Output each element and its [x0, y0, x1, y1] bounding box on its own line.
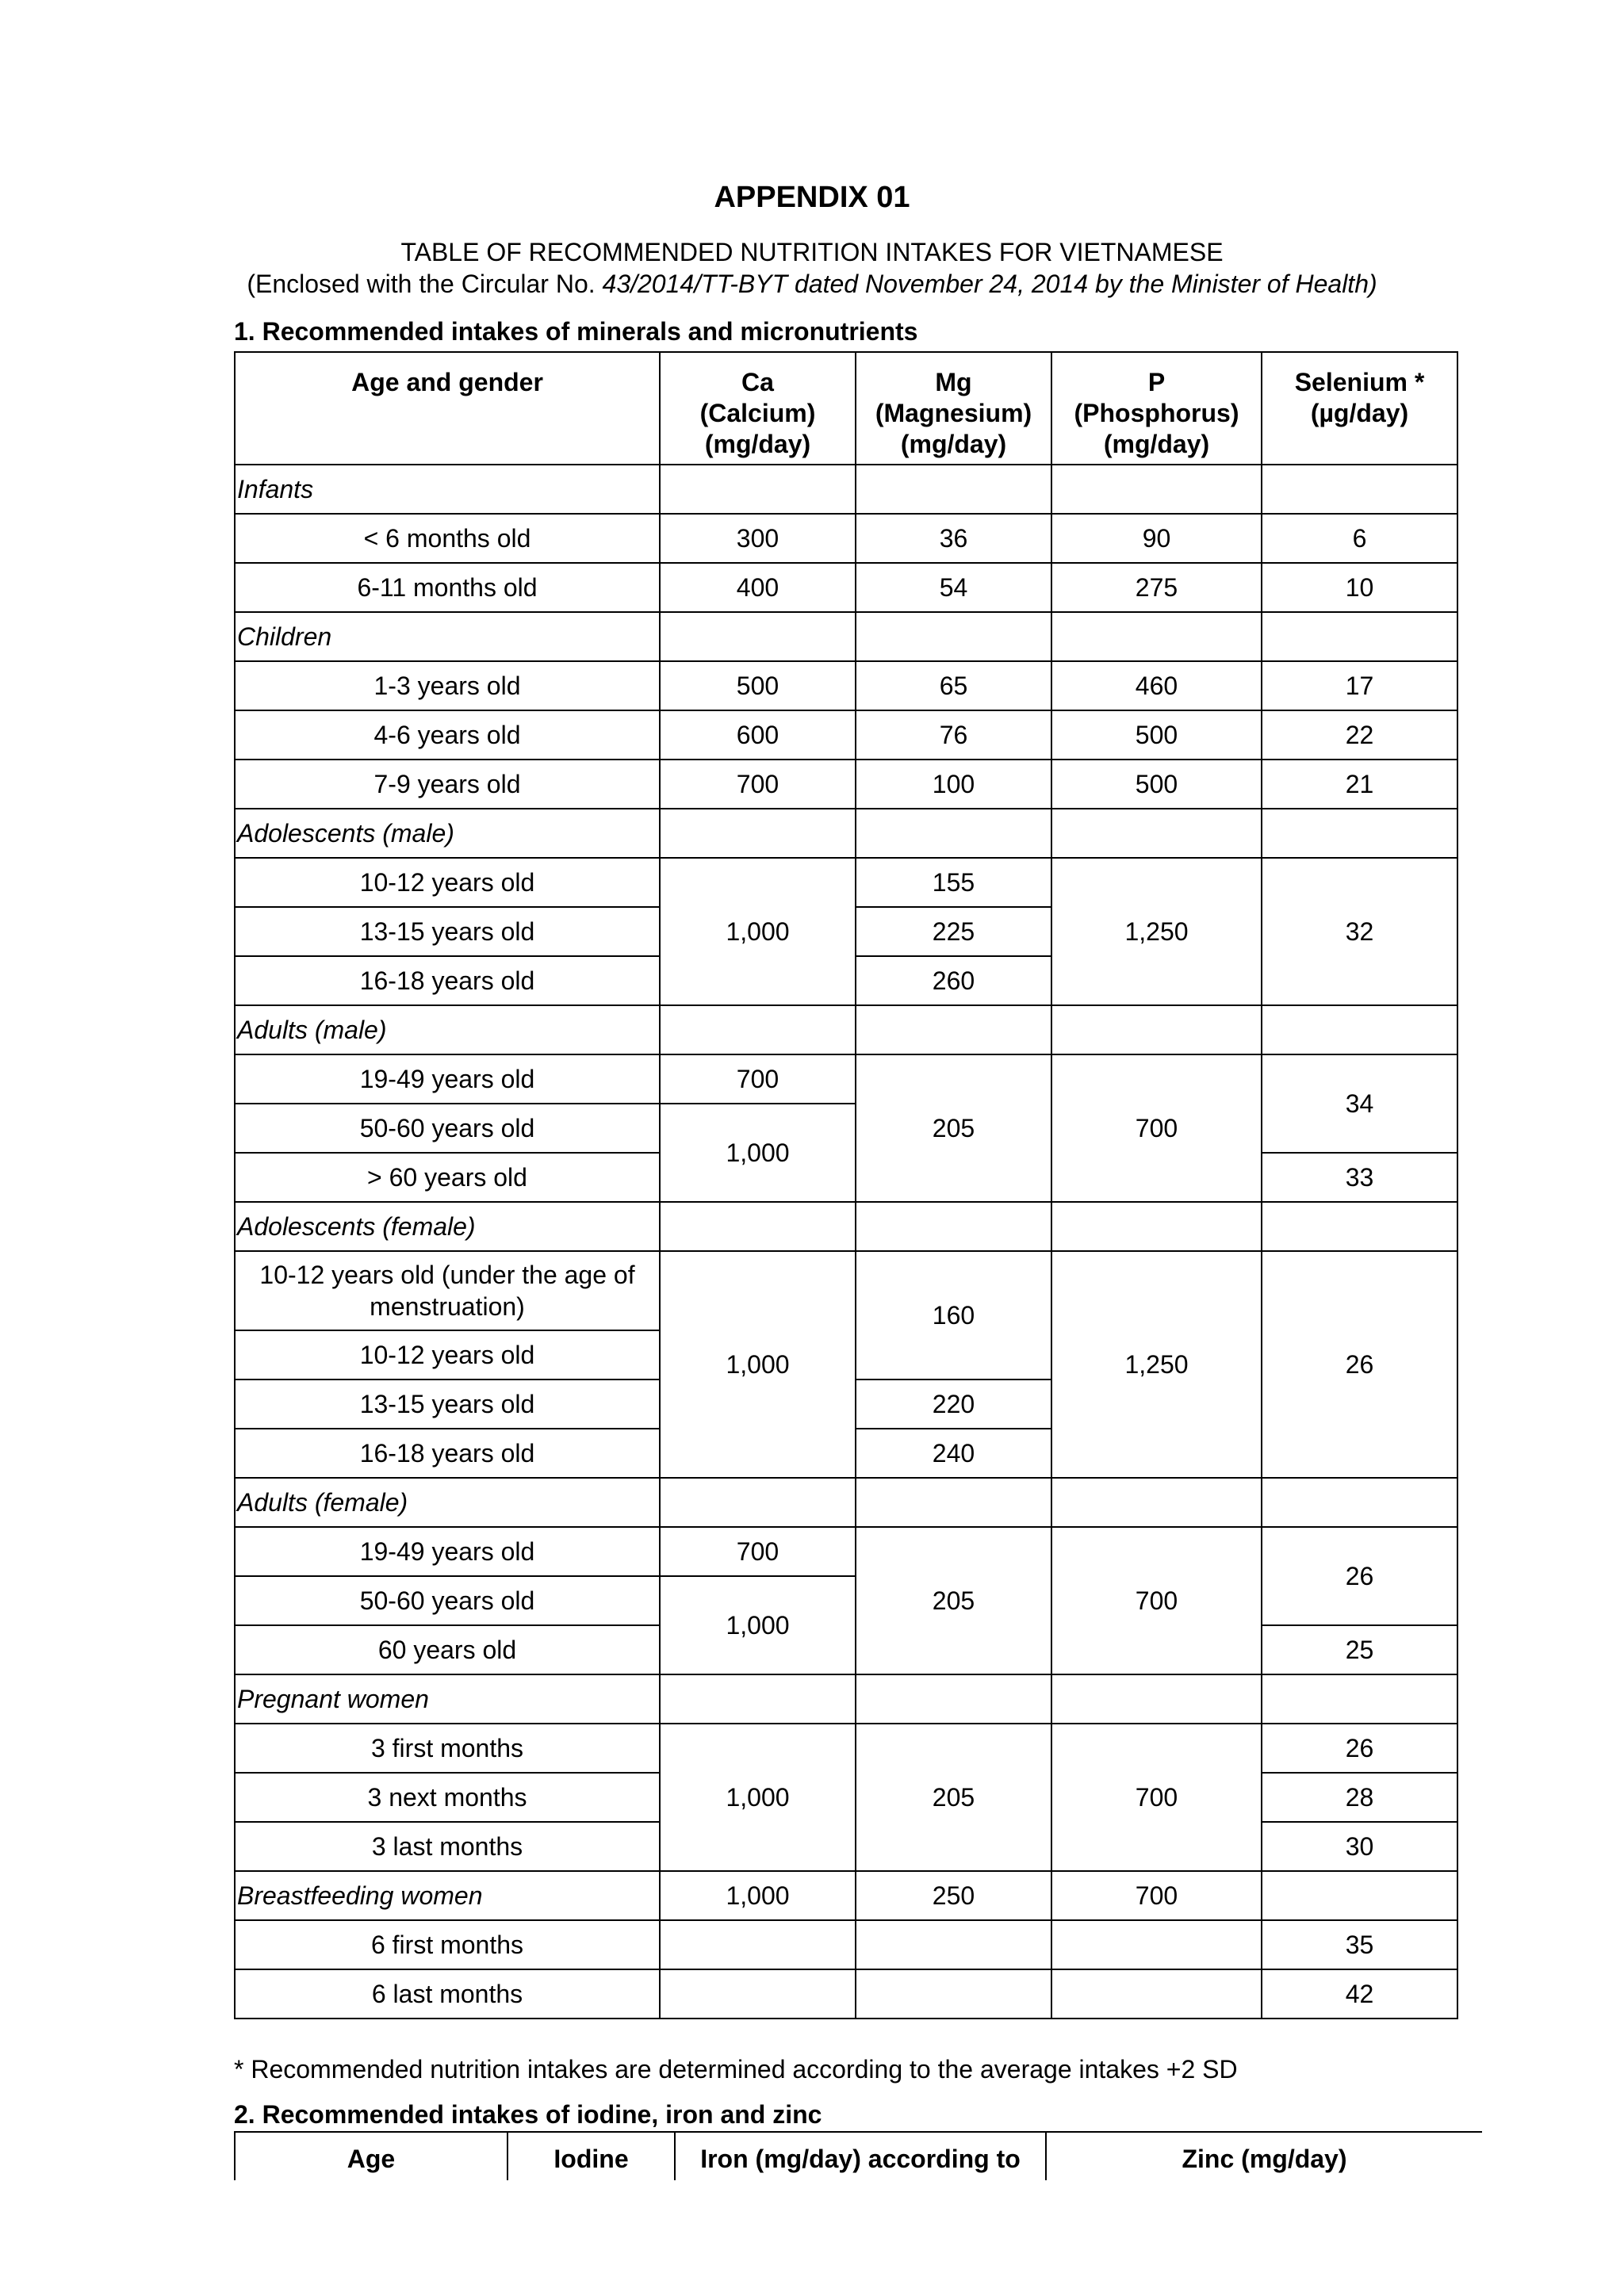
- table-row: 50-60 years old 1,000: [235, 1104, 1457, 1153]
- table-row: 13-15 years old 225: [235, 907, 1457, 956]
- footnote: * Recommended nutrition intakes are determined according to the average intakes +2 SD: [234, 2055, 1238, 2084]
- col-header-age: Age and gender: [235, 352, 660, 465]
- group-label: Pregnant women: [235, 1674, 660, 1724]
- group-row-infants: [235, 465, 1457, 514]
- iodine-iron-zinc-table-clip: [234, 2131, 1482, 2180]
- group-row-adolescents-female: [235, 1202, 1457, 1251]
- group-label: Infants: [235, 465, 660, 514]
- document-subtitle: TABLE OF RECOMMENDED NUTRITION INTAKES FOR VIETNAMESE: [400, 238, 1224, 266]
- col-header-selenium: Selenium * (µg/day): [1262, 352, 1457, 465]
- group-row-adults-male: [235, 1005, 1457, 1054]
- table-row: 7-9 years old 700 100 500 21: [235, 760, 1457, 809]
- table-row: 10-12 years old: [235, 1330, 1457, 1380]
- group-label: Breastfeeding women: [235, 1871, 660, 1920]
- col-header-phosphorus: P (Phosphorus) (mg/day): [1051, 352, 1262, 465]
- table-header-row: [235, 2132, 1482, 2180]
- table-row: 13-15 years old 220: [235, 1380, 1457, 1429]
- group-row-pregnant: [235, 1674, 1457, 1724]
- table-row: 10-12 years old (under the age of menstruation) 1,000 160 1,250 26: [235, 1251, 1457, 1330]
- table-row: 1-3 years old 500 65 460 17: [235, 661, 1457, 710]
- table-row: 6 last months 42: [235, 1969, 1457, 2019]
- table-row: 19-49 years old 700 205 700 26: [235, 1527, 1457, 1576]
- minerals-table: [234, 351, 1458, 2019]
- circular-reference: 43/2014/TT-BYT dated November 24, 2014 by the Minister of Health): [602, 270, 1377, 298]
- table-row: 10-12 years old 1,000 155 1,250 32: [235, 858, 1457, 907]
- table-row: 6 first months 35: [235, 1920, 1457, 1969]
- table-row: 3 last months 30: [235, 1822, 1457, 1871]
- col-header-magnesium: Mg (Magnesium) (mg/day): [856, 352, 1051, 465]
- table-row: 3 first months 1,000 205 700 26: [235, 1724, 1457, 1773]
- section-1-title: 1. Recommended intakes of minerals and micronutrients: [234, 317, 918, 346]
- table-row: 16-18 years old 240: [235, 1429, 1457, 1478]
- col-header-calcium: Ca (Calcium) (mg/day): [660, 352, 856, 465]
- group-label: Children: [235, 612, 660, 661]
- group-row-adolescents-male: [235, 809, 1457, 858]
- group-label: Adolescents (male): [235, 809, 660, 858]
- col-header-zinc: Zinc (mg/day): [1046, 2132, 1482, 2180]
- table-row: 60 years old 25: [235, 1625, 1457, 1674]
- table-row: 4-6 years old 600 76 500 22: [235, 710, 1457, 760]
- group-label: Adults (female): [235, 1478, 660, 1527]
- table-row: > 60 years old 33: [235, 1153, 1457, 1202]
- table-row: 6-11 months old 400 54 275 10: [235, 563, 1457, 612]
- enclosed-prefix: (Enclosed with the Circular No.: [247, 270, 603, 298]
- group-row-children: [235, 612, 1457, 661]
- group-row-adults-female: [235, 1478, 1457, 1527]
- table-row: 3 next months 28: [235, 1773, 1457, 1822]
- iodine-iron-zinc-table: [234, 2131, 1482, 2180]
- appendix-title: APPENDIX 01: [714, 181, 910, 214]
- table-row: 19-49 years old 700 205 700 34: [235, 1054, 1457, 1104]
- table-row: 50-60 years old 1,000: [235, 1576, 1457, 1625]
- section-2-title: 2. Recommended intakes of iodine, iron and zinc: [234, 2100, 822, 2129]
- col-header-age: Age: [235, 2132, 508, 2180]
- col-header-iodine: Iodine: [508, 2132, 675, 2180]
- table-row: < 6 months old 300 36 90 6: [235, 514, 1457, 563]
- group-label: Adults (male): [235, 1005, 660, 1054]
- col-header-iron: Iron (mg/day) according to: [675, 2132, 1046, 2180]
- group-row-breastfeeding: Breastfeeding women 1,000 250 700: [235, 1871, 1457, 1920]
- table-header-row: [235, 352, 1457, 465]
- group-label: Adolescents (female): [235, 1202, 660, 1251]
- table-row: 16-18 years old 260: [235, 956, 1457, 1005]
- enclosed-note: [0, 270, 1624, 299]
